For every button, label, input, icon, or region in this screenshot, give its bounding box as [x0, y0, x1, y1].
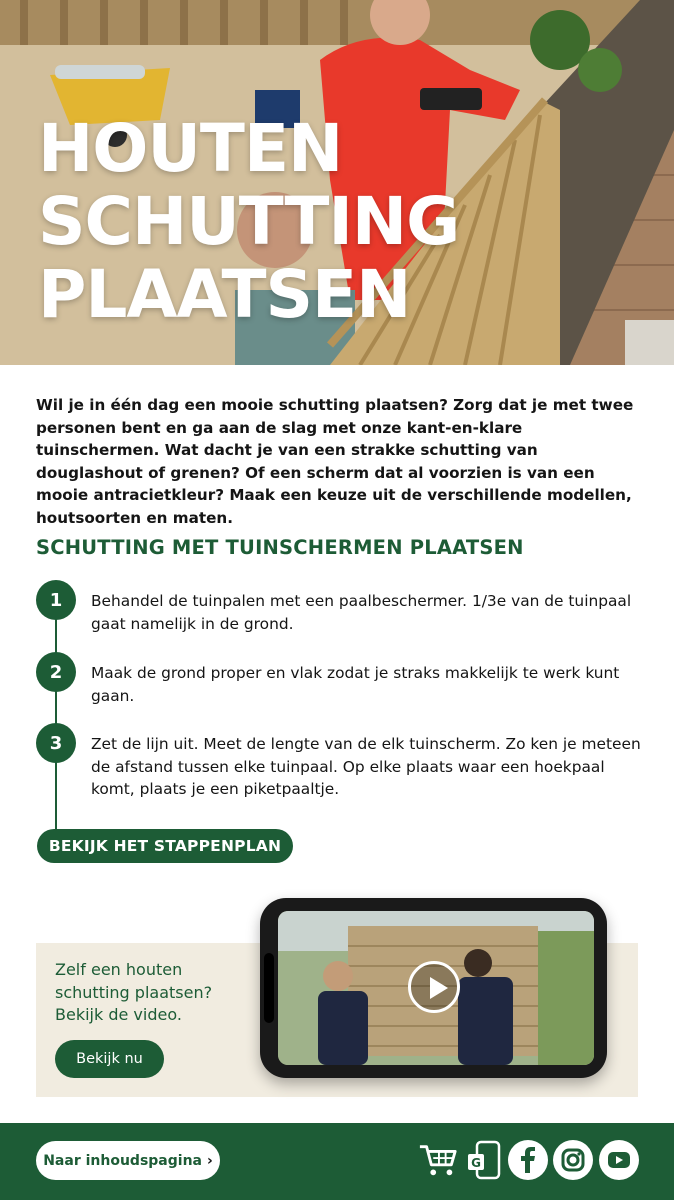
hero-title	[38, 112, 459, 331]
instagram-icon-graphic	[553, 1140, 593, 1180]
play-icon[interactable]	[408, 961, 460, 1013]
youtube-icon-graphic	[599, 1140, 639, 1180]
step-text: Maak de grond proper en vlak zodat je straks makkelijk te werk kunt gaan.	[91, 664, 620, 705]
back-to-contents-button[interactable]	[36, 1141, 220, 1180]
footer-bar	[0, 1123, 674, 1200]
step-text: Behandel de tuinpalen met een paalbeschermer. 1/3e van de tuinpaal gaat namelijk in de grond.	[91, 592, 632, 633]
video-thumbnail[interactable]	[278, 911, 594, 1065]
step-number-badge: 1	[36, 580, 76, 620]
intro-paragraph: Wil je in één dag een mooie schutting plaatsen? Zorg dat je met twee personen bent en ga aan de slag met onze kant-en-klare tuinschermen. Wat dacht je van een strakke schutting van douglashout of grenen? Of een scherm dat al voorzien is van een mooie antracietkleur? Maak een keuze uit de verschillende modellen, houtsoorten en maten.	[36, 396, 634, 527]
chevron-right-icon: ›	[206, 1152, 213, 1169]
hero-title-line-2: SCHUTTING	[38, 183, 460, 260]
instagram-icon[interactable]	[553, 1140, 593, 1180]
facebook-icon[interactable]	[508, 1140, 548, 1180]
mobile-app-icon-graphic	[465, 1140, 503, 1180]
promo-text: Zelf een houten schutting plaatsen? Bekijk de video.	[55, 960, 213, 1024]
view-step-plan-button[interactable]: BEKIJK HET STAPPENPLAN	[37, 829, 293, 863]
cart-icon-graphic	[418, 1141, 458, 1179]
step-number-badge: 2	[36, 652, 76, 692]
section-title: SCHUTTING MET TUINSCHERMEN PLAATSEN	[36, 536, 524, 559]
video-phone-mockup[interactable]	[260, 898, 607, 1078]
watch-now-button[interactable]: Bekijk nu	[55, 1040, 164, 1078]
svg-text:G: G	[471, 1156, 481, 1170]
phone-notch	[264, 953, 274, 1023]
mobile-app-icon[interactable]	[464, 1140, 504, 1180]
facebook-icon-graphic	[508, 1140, 548, 1180]
step-number-badge: 3	[36, 723, 76, 763]
hero-title-line-1: HOUTEN	[38, 110, 343, 187]
back-to-contents-label: Naar inhoudspagina	[43, 1152, 202, 1169]
youtube-icon[interactable]	[599, 1140, 639, 1180]
hero-title-line-3: PLAATSEN	[38, 256, 411, 333]
cart-icon[interactable]	[418, 1140, 458, 1180]
hero-banner	[0, 0, 674, 365]
step-text: Zet de lijn uit. Meet de lengte van de elk tuinscherm. Zo ken je meteen de afstand tussen elke tuinpaal. Op elke plaats waar een hoekpaal komt, plaats je een piketpaaltje.	[91, 735, 641, 798]
